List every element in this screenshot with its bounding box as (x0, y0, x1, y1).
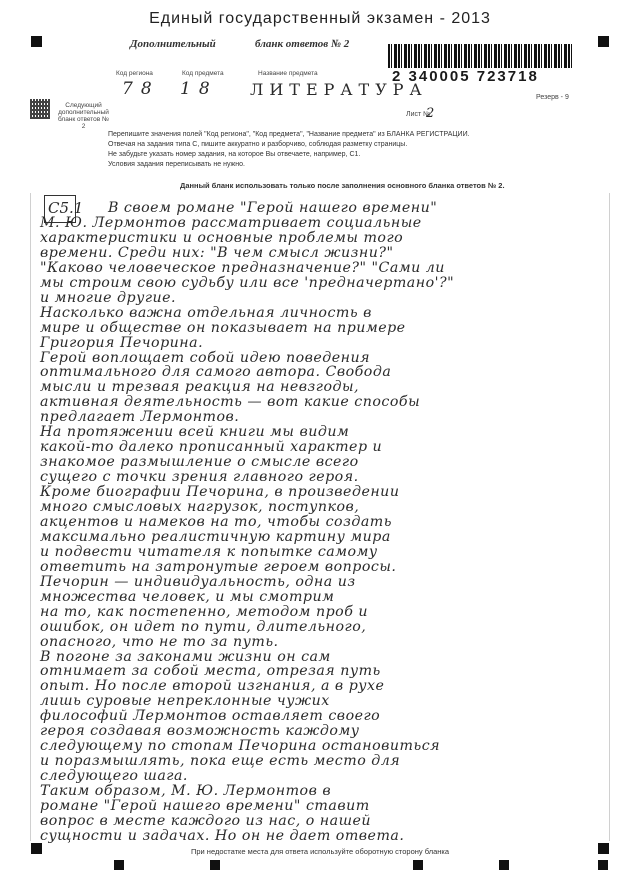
handwritten-line: Насколько важна отдельная личность в (40, 304, 372, 321)
handwritten-line: и многие другие. (40, 289, 177, 306)
instruction-line: Отвечая на задания типа С, пишите аккуратно и разборчиво, соблюдая разметку страницы. (108, 141, 408, 148)
handwritten-line: опыт. Но после второй изгнания, а в рухе (40, 678, 385, 695)
handwritten-line: вопрос в месте каждого из нас, о нашей (40, 812, 372, 829)
registration-marker-bottom (114, 860, 124, 870)
handwritten-line: следующему по стопам Печорина остановиться (40, 738, 441, 755)
handwritten-line: лишь суровые непреклонные чужих (40, 693, 330, 710)
qr-code-icon (30, 99, 50, 119)
form-name-2: бланк ответов № 2 (255, 38, 350, 50)
handwritten-line: следующего шага. (40, 768, 188, 785)
handwritten-line: на то, как постепенно, методом проб и (40, 603, 369, 620)
label-region-code: Код региона (116, 70, 153, 77)
handwritten-line: В погоне за законами жизни он сам (40, 648, 331, 665)
handwritten-line: какой-то далеко прописанный характер и (40, 439, 383, 456)
handwritten-line: Таким образом, М. Ю. Лермонтов в (40, 783, 332, 800)
instruction-line: Перепишите значения полей "Код региона", "Код предмета", "Название предмета" из БЛАНКА РЕГИСТРАЦИИ. (108, 131, 470, 138)
footer-note: При недостатке места для ответа используйте оборотную сторону бланка (190, 847, 450, 856)
handwritten-line: знакомое размышление о смысле всего (40, 454, 359, 471)
handwritten-line: характеристики и основные проблемы того (40, 229, 404, 246)
region-code-value: 78 (122, 79, 160, 99)
handwritten-line: На протяжении всей книги мы видим (40, 424, 350, 441)
handwritten-line: опасного, что не то за путь. (40, 633, 279, 650)
subject-name-value: ЛИТЕРАТУРА (250, 80, 428, 99)
registration-marker-top-left (31, 36, 42, 47)
sheet-number-label: Лист № (406, 111, 431, 118)
registration-marker-bottom (210, 860, 220, 870)
registration-marker-bottom (499, 860, 509, 870)
subject-code-value: 18 (180, 79, 218, 99)
handwritten-line: Кроме биографии Печорина, в произведении (40, 484, 400, 501)
handwritten-line: оптимального для самого автора. Свобода (40, 364, 392, 381)
reserve-label: Резерв - 9 (536, 94, 569, 101)
handwritten-line: ошибок, он идет по пути, длительного, (40, 618, 367, 635)
task-number: С5.1 (48, 199, 84, 217)
handwritten-line: сущего с точки зрения главного героя. (40, 469, 359, 486)
exam-title: Единый государственный экзамен - 2013 (149, 10, 491, 27)
handwritten-line: отнимает за собой места, отрезая путь (40, 663, 381, 680)
handwritten-line: множества человек, и мы смотрим (40, 588, 335, 605)
handwritten-line: акцентов и намеков на то, чтобы создать (40, 513, 392, 530)
handwritten-line: максимально реалистичную картину мира (40, 528, 391, 545)
handwritten-line: Печорин — индивидуальность, одна из (40, 573, 356, 590)
barcode (388, 44, 573, 68)
handwritten-line: и подвести читателя к попытке самому (40, 543, 378, 560)
barcode-number: 2 340005 723718 (392, 68, 539, 85)
usage-notice: Данный бланк использовать только после заполнения основного бланка ответов № 2. (180, 181, 505, 190)
handwritten-line: ответить на затронутые героем вопросы. (40, 558, 397, 575)
sheet-number-value: 2 (426, 106, 435, 121)
handwritten-line: мы строим свою судьбу или все 'предначертано'?" (40, 274, 455, 291)
handwritten-line: героя создавая возможность каждому (40, 723, 360, 740)
registration-marker-bottom-right-end (598, 860, 608, 870)
handwritten-line: Герой воплощает собой идею поведения (40, 349, 371, 366)
handwritten-line: мире и обществе он показывает на примере (40, 319, 406, 336)
handwritten-line: Григория Печорина. (40, 334, 204, 351)
registration-marker-top-right (598, 36, 609, 47)
handwritten-line: сущности и задачах. Но он не дает ответа. (40, 827, 405, 844)
handwritten-line: философий Лермонтов оставляет своего (40, 708, 381, 725)
handwritten-line: романе "Герой нашего времени" ставит (40, 798, 370, 814)
handwritten-line: предлагает Лермонтов. (40, 409, 240, 426)
handwritten-line: и поразмышлять, пока еще есть место для (40, 753, 401, 770)
handwritten-line: активная деятельность — вот какие способы (40, 394, 421, 411)
label-subject-code: Код предмета (182, 70, 224, 77)
registration-marker-bottom (413, 860, 423, 870)
handwritten-line: мысли и трезвая реакция на невзгоды, (40, 379, 360, 396)
instruction-line: Условия задания переписывать не нужно. (108, 161, 245, 168)
instruction-line: Не забудьте указать номер задания, на которое Вы отвечаете, например, С1. (108, 151, 361, 158)
form-name: Дополнительный (130, 38, 216, 50)
linked-sheet-label: Следующий дополнительный бланк ответов № 2 (57, 102, 110, 130)
handwritten-line: М. Ю. Лермонтов рассматривает социальные (40, 214, 422, 231)
handwritten-line: "Каково человеческое предназначение?" "Сами ли (40, 259, 445, 276)
handwritten-line: В своем романе "Герой нашего времени" (108, 200, 438, 216)
label-subject-name: Название предмета (258, 70, 318, 77)
handwritten-line: много смысловых нагрузок, поступков, (40, 499, 360, 515)
handwritten-line: времени. Среди них: "В чем смысл жизни?" (40, 244, 394, 261)
